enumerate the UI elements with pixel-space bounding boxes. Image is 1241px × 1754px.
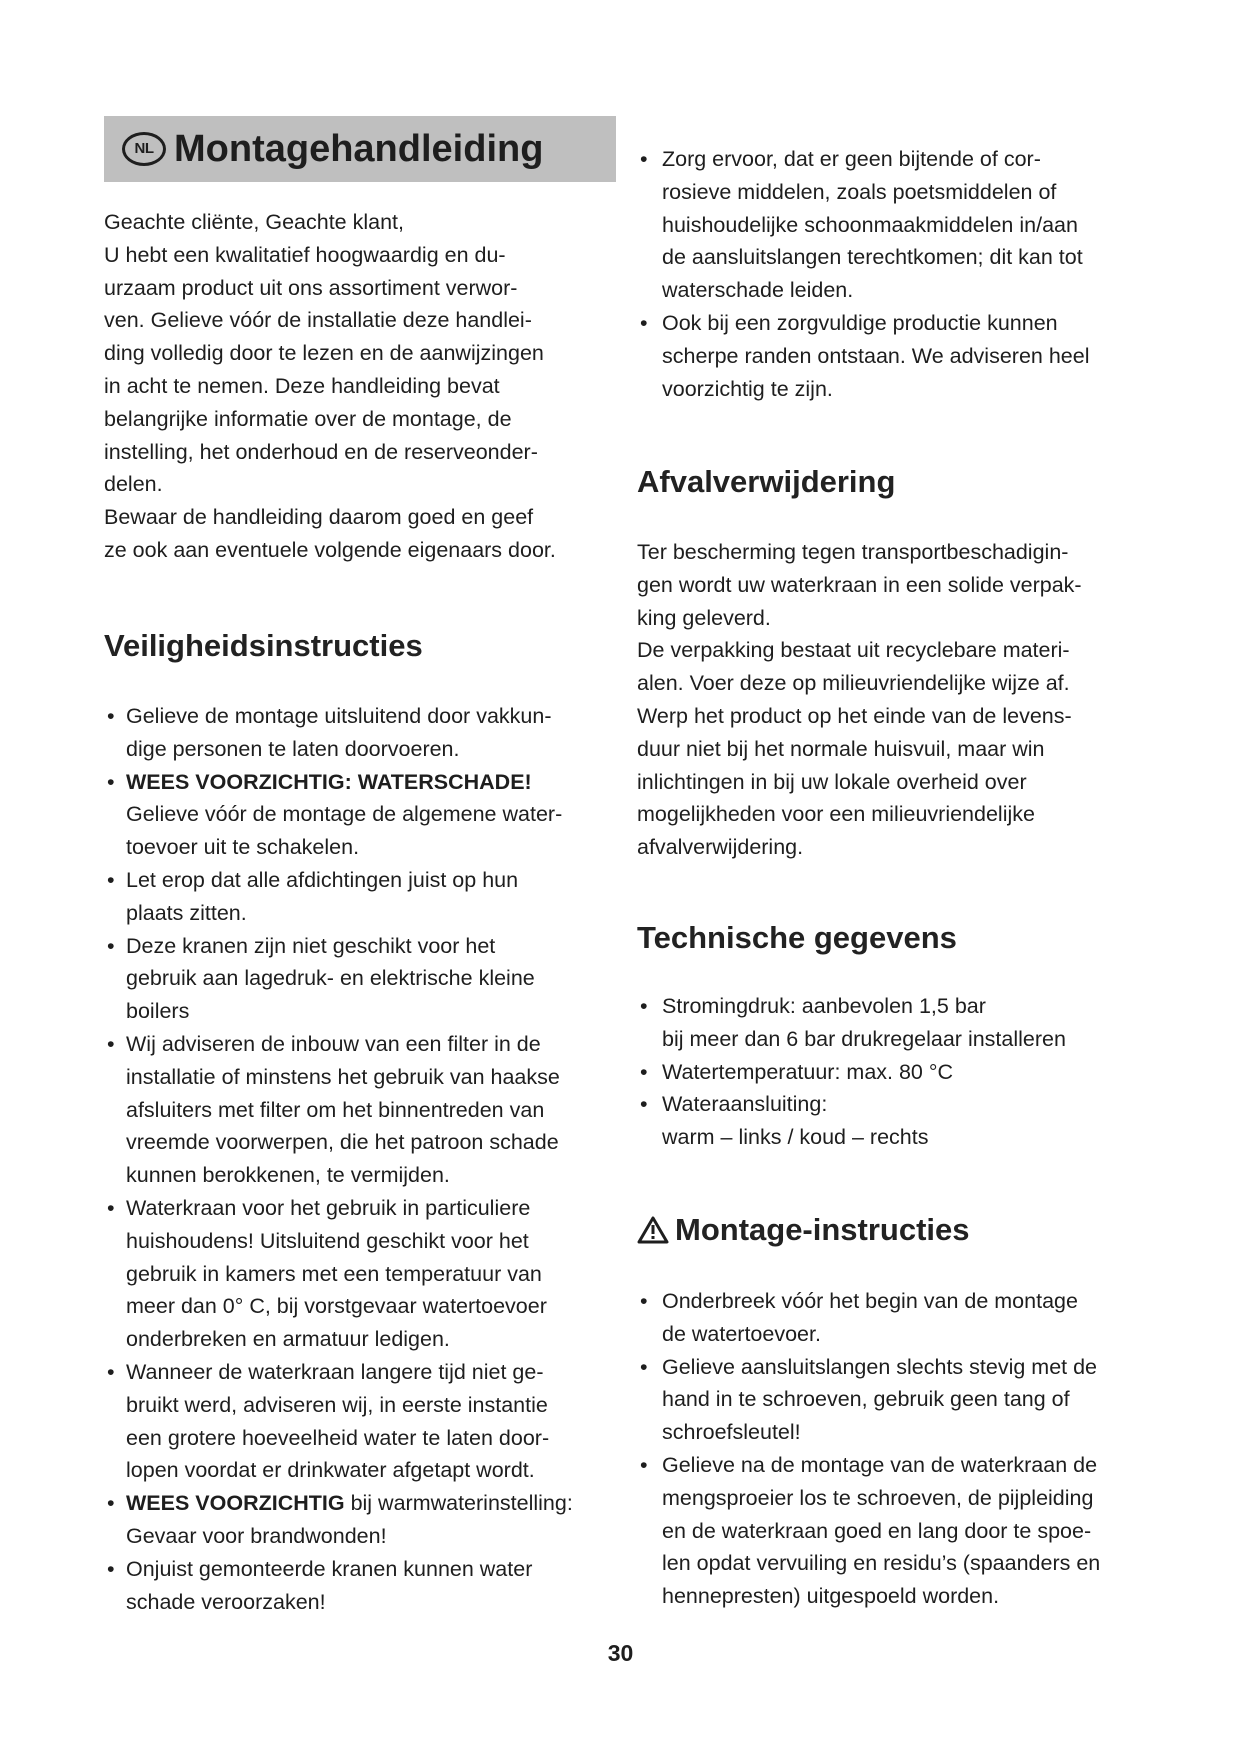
list-item: [104, 1553, 624, 1619]
list-item: [104, 766, 624, 864]
list-item: [648, 307, 1138, 405]
warning-triangle-icon: [637, 1216, 669, 1244]
list-item-line: waterschade leiden.: [662, 278, 854, 303]
list-item: [104, 700, 624, 766]
mounting-heading: [637, 1212, 970, 1248]
text-line: king geleverd.: [637, 605, 771, 630]
list-item-line: scherpe randen ontstaan. We adviseren heel: [662, 343, 1090, 368]
list-item: [648, 1351, 1138, 1449]
list-item-line: • Deze kranen zijn niet geschikt voor het: [126, 933, 496, 958]
intro-line: instelling, het onderhoud en de reserveonder-: [104, 439, 538, 464]
intro-line: urzaam product uit ons assortiment verwor-: [104, 275, 518, 300]
list-item: [104, 864, 624, 930]
list-item-line: huishoudens! Uitsluitend geschikt voor het: [126, 1228, 529, 1253]
list-item-line: de watertoevoer.: [662, 1321, 821, 1346]
safety-heading: Veiligheidsinstructies: [104, 628, 423, 663]
intro-paragraph: [104, 206, 624, 567]
page-title-text: Montagehandleiding: [174, 128, 544, 170]
list-item: [648, 1285, 1138, 1351]
waste-paragraph: [637, 536, 1137, 864]
text-line: afvalverwijdering.: [637, 835, 804, 860]
list-item-line: rosieve middelen, zoals poetsmiddelen of: [662, 179, 1057, 204]
list-item: [104, 1356, 624, 1487]
warning-text: WEES VOORZICHTIG: [126, 1491, 345, 1516]
waste-heading: Afvalverwijdering: [637, 464, 896, 499]
list-item-line: een grotere hoeveelheid water te laten door-: [126, 1425, 550, 1450]
intro-line: delen.: [104, 472, 163, 497]
intro-line: ze ook aan eventuele volgende eigenaars door.: [104, 537, 556, 562]
text-line: inlichtingen in bij uw lokale overheid over: [637, 769, 1027, 794]
list-item-line: • Ook bij een zorgvuldige productie kunnen: [662, 310, 1058, 335]
list-item: [648, 1449, 1138, 1613]
text-line: gen wordt uw waterkraan in een solide verpak-: [637, 572, 1082, 597]
text-line: Werp het product op het einde van de levens-: [637, 703, 1072, 728]
list-item-line: • Wij adviseren de inbouw van een filter in de: [126, 1031, 541, 1056]
list-item-line: warm – links / koud – rechts: [662, 1125, 929, 1150]
intro-line: Bewaar de handleiding daarom goed en geef: [104, 505, 534, 530]
list-item-line: bij warmwaterinstelling:: [344, 1491, 573, 1516]
intro-line: Geachte cliënte, Geachte klant,: [104, 210, 404, 234]
right-top-list: [648, 143, 1138, 405]
intro-line: U hebt een kwalitatief hoogwaardig en du-: [104, 242, 506, 267]
list-item-line: • Stromingdruk: aanbevolen 1,5 bar: [662, 994, 986, 1018]
list-item-line: len opdat vervuiling en residu’s (spaanders en: [662, 1551, 1101, 1576]
list-item-line: bij meer dan 6 bar drukregelaar installeren: [662, 1026, 1066, 1051]
list-item-line: • Wateraansluiting:: [662, 1092, 828, 1117]
text-line: Ter bescherming tegen transportbeschadigin-: [637, 540, 1069, 564]
title-band: [104, 116, 616, 182]
list-item: [648, 990, 1138, 1056]
list-item-line: bruikt werd, adviseren wij, in eerste instantie: [126, 1392, 548, 1417]
list-item-line: hand in te schroeven, gebruik geen tang of: [662, 1387, 1070, 1412]
text-line: De verpakking bestaat uit recyclebare materi-: [637, 638, 1070, 663]
list-item-line: en de waterkraan goed en lang door te spoe-: [662, 1518, 1092, 1543]
intro-line: belangrijke informatie over de montage, de: [104, 406, 512, 431]
mounting-list: [648, 1285, 1138, 1613]
safety-list: [104, 700, 624, 1618]
list-item: [648, 143, 1138, 307]
list-item-line: meer dan 0° C, bij vorstgevaar watertoevoer: [126, 1294, 547, 1319]
list-item-line: onderbreken en armatuur ledigen.: [126, 1327, 450, 1352]
page-number: 30: [607, 1640, 634, 1666]
tech-heading: Technische gegevens: [637, 920, 957, 955]
intro-line: ven. Gelieve vóór de installatie deze handlei-: [104, 308, 532, 333]
list-item-line: • Wanneer de waterkraan langere tijd niet ge-: [126, 1359, 544, 1384]
warning-text: • WEES VOORZICHTIG: WATERSCHADE!: [126, 769, 532, 794]
text-line: duur niet bij het normale huisvuil, maar win: [637, 736, 1045, 761]
list-item-line: schade veroorzaken!: [126, 1589, 326, 1614]
list-item-line: installatie of minstens het gebruik van haakse: [126, 1064, 560, 1089]
list-item-line: mengsproeier los te schroeven, de pijpleiding: [662, 1485, 1094, 1510]
text-line: mogelijkheden voor een milieuvriendelijke: [637, 802, 1035, 827]
list-item-line: vreemde voorwerpen, die het patroon schade: [126, 1130, 559, 1155]
list-item-line: gebruik in kamers met een temperatuur van: [126, 1261, 542, 1286]
mounting-heading-text: Montage-instructies: [675, 1212, 970, 1247]
list-item-line: dige personen te laten doorvoeren.: [126, 736, 460, 761]
list-item-line: • Onderbreek vóór het begin van de montage: [662, 1289, 1078, 1313]
list-item-line: • Gelieve na de montage van de waterkraan de: [662, 1452, 1098, 1477]
intro-line: in acht te nemen. Deze handleiding bevat: [104, 373, 500, 398]
list-item: [104, 1192, 624, 1356]
text-line: alen. Voer deze op milieuvriendelijke wijze af.: [637, 671, 1070, 696]
list-item-line: • Waterkraan voor het gebruik in particuliere: [126, 1195, 531, 1220]
list-item-line: boilers: [126, 999, 190, 1024]
list-item-line: lopen voordat er drinkwater afgetapt wordt.: [126, 1458, 535, 1483]
list-item: [648, 1088, 1138, 1154]
list-item-line: • Let erop dat alle afdichtingen juist op hun: [126, 867, 519, 892]
list-item-line: Gelieve vóór de montage de algemene water-: [126, 802, 563, 827]
list-item-line: • Watertemperatuur: max. 80 °C: [662, 1059, 953, 1084]
intro-line: ding volledig door te lezen en de aanwijzingen: [104, 341, 544, 366]
list-item-line: kunnen berokkenen, te vermijden.: [126, 1163, 450, 1188]
list-item-line: • Gelieve aansluitslangen slechts stevig met de: [662, 1354, 1098, 1379]
list-item-line: toevoer uit te schakelen.: [126, 835, 360, 860]
list-item: [104, 1487, 624, 1553]
list-item-line: voorzichtig te zijn.: [662, 376, 833, 401]
list-item-line: de aansluitslangen terechtkomen; dit kan tot: [662, 245, 1083, 270]
list-item-line: • Onjuist gemonteerde kranen kunnen water: [126, 1556, 533, 1581]
list-item-line: • Gelieve de montage uitsluitend door vakkun-: [126, 704, 552, 728]
list-item-line: schroefsleutel!: [662, 1420, 801, 1445]
list-item: [104, 930, 624, 1028]
tech-list: [648, 990, 1138, 1154]
list-item-line: afsluiters met filter om het binnentreden van: [126, 1097, 545, 1122]
page-title: [122, 127, 543, 171]
list-item-line: gebruik aan lagedruk- en elektrische kleine: [126, 966, 535, 991]
list-item-line: • Zorg ervoor, dat er geen bijtende of cor-: [662, 147, 1041, 171]
list-item: [104, 1028, 624, 1192]
list-item-line: huishoudelijke schoonmaakmiddelen in/aan: [662, 212, 1078, 237]
list-item: [648, 1056, 1138, 1089]
list-item-line: plaats zitten.: [126, 900, 247, 925]
list-item-line: hennepresten) uitgespoeld worden.: [662, 1584, 1000, 1609]
nl-language-badge: NL: [122, 132, 166, 166]
list-item-line: Gevaar voor brandwonden!: [126, 1523, 387, 1548]
